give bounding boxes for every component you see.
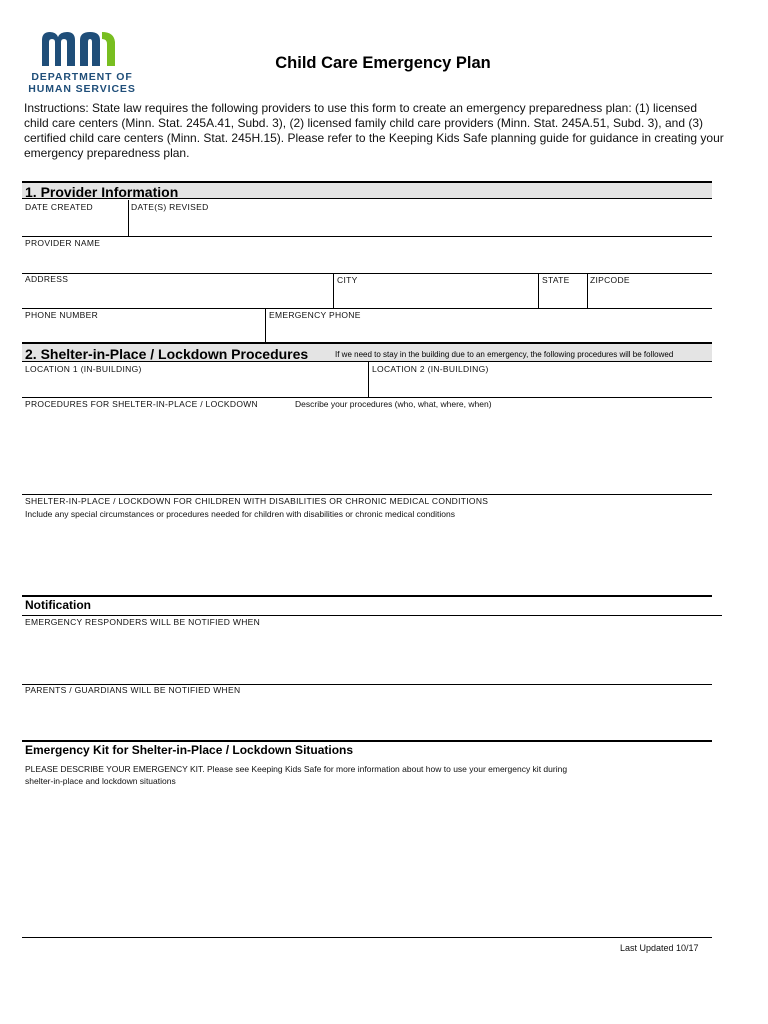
emergency-kit-title: Emergency Kit for Shelter-in-Place / Lockdown Situations [25, 743, 354, 757]
instructions-text: Instructions: State law requires the following providers to use this form to create an emergency preparedness plan: (1) licensed child care centers (Minn. Stat. 245A.41, Subd. 3), (2) licensed family child care providers (Minn. Stat. 245A.51, Subd. 3), and (3) certified child care centers (Minn. Stat. 245H.15). Please refer to the Keeping Kids Safe planning guide for guidance in creating your emergency preparedness plan. [24, 101, 724, 160]
procedures-label: PROCEDURES FOR SHELTER-IN-PLACE / LOCKDOWN [25, 399, 258, 409]
mn-logo-icon [40, 30, 120, 68]
row-divider [22, 236, 712, 237]
section-1-header [22, 181, 712, 199]
divider [587, 273, 588, 308]
phone-number-label: PHONE NUMBER [25, 310, 99, 320]
bottom-divider [22, 937, 712, 938]
responders-label: EMERGENCY RESPONDERS WILL BE NOTIFIED WHEN [25, 617, 261, 627]
section-divider [22, 740, 712, 742]
row-divider [22, 308, 712, 309]
date-created-label: DATE CREATED [25, 202, 93, 212]
divider [368, 362, 369, 397]
provider-name-label: PROVIDER NAME [25, 238, 101, 248]
state-label: STATE [542, 275, 570, 285]
parents-label: PARENTS / GUARDIANS WILL BE NOTIFIED WHEN [25, 685, 241, 695]
row-divider [22, 494, 712, 495]
row-divider [22, 615, 722, 616]
city-label: CITY [337, 275, 358, 285]
disabilities-description: Include any special circumstances or procedures needed for children with disabilities or chronic medical conditions [25, 509, 455, 519]
address-label: ADDRESS [25, 274, 69, 284]
row-divider [22, 273, 712, 274]
section-2-title: 2. Shelter-in-Place / Lockdown Procedures [25, 346, 309, 362]
section-2-header [22, 342, 712, 362]
row-divider [22, 397, 712, 398]
emergency-phone-label: EMERGENCY PHONE [269, 310, 361, 320]
disabilities-label: SHELTER-IN-PLACE / LOCKDOWN FOR CHILDREN WITH DISABILITIES OR CHRONIC MEDICAL CONDITIONS [25, 496, 489, 506]
logo-text-line1: DEPARTMENT OF [31, 71, 133, 83]
zipcode-label: ZIPCODE [590, 275, 630, 285]
divider [333, 273, 334, 308]
divider [265, 308, 266, 343]
divider [128, 200, 129, 236]
emergency-kit-desc-line1: PLEASE DESCRIBE YOUR EMERGENCY KIT. Please see Keeping Kids Safe for more information about how to use your emergency kit during [25, 764, 568, 774]
last-updated-text: Last Updated 10/17 [620, 943, 699, 953]
section-1-title: 1. Provider Information [25, 184, 179, 200]
divider [538, 273, 539, 308]
section-divider [22, 595, 712, 597]
location-1-label: LOCATION 1 (IN-BUILDING) [25, 364, 142, 374]
notification-title: Notification [25, 598, 91, 612]
page-title: Child Care Emergency Plan [275, 54, 491, 72]
emergency-kit-desc-line2: shelter-in-place and lockdown situations [25, 776, 176, 786]
location-2-label: LOCATION 2 (IN-BUILDING) [372, 364, 489, 374]
section-2-note: If we need to stay in the building due to an emergency, the following procedures will be followed [335, 350, 674, 359]
logo-text-line2: HUMAN SERVICES [28, 83, 136, 95]
procedures-description: Describe your procedures (who, what, where, when) [295, 399, 492, 409]
dates-revised-label: DATE(S) REVISED [131, 202, 209, 212]
